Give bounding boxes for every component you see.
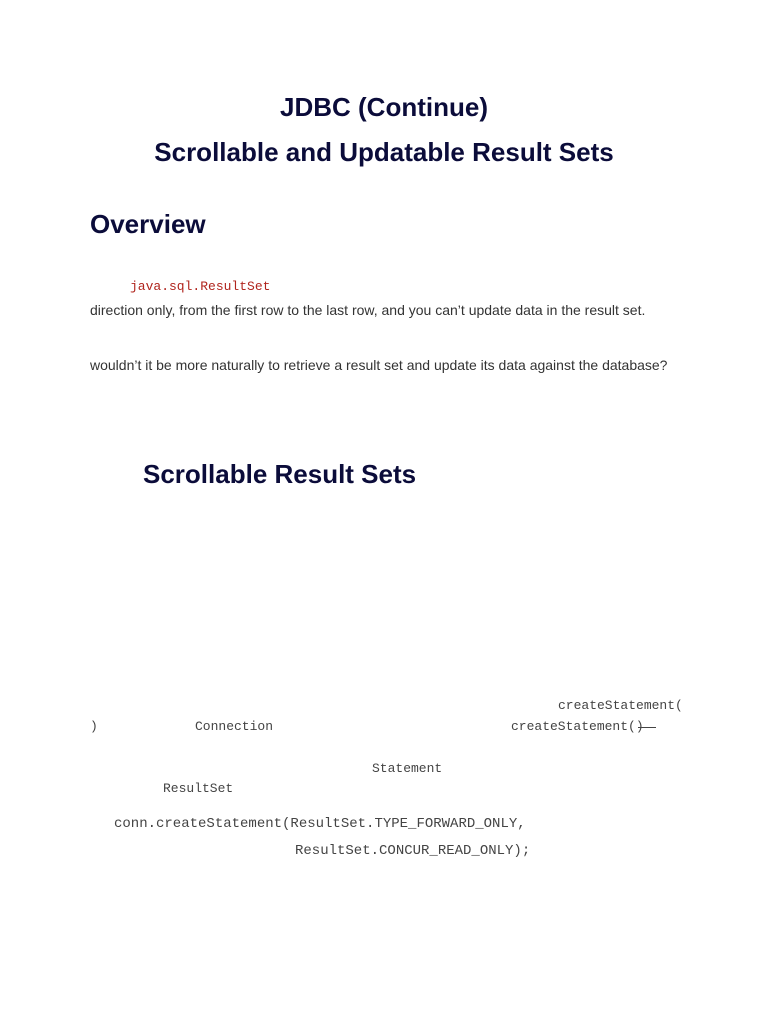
code-fragment-resultset: ResultSet <box>163 781 234 796</box>
code-fragment-close-paren: ) <box>90 719 98 734</box>
dash-divider <box>638 727 656 728</box>
overview-paragraph-line: direction only, from the first row to the last row, and you can’t update data in the result set. <box>90 302 646 318</box>
page-subtitle: Scrollable and Updatable Result Sets <box>154 137 614 167</box>
overview-paragraph-question: wouldn’t it be more naturally to retrieve a result set and update its data against the database? <box>90 357 668 373</box>
code-fragment-createstatement: createStatement( <box>558 698 683 713</box>
code-fragment-statement: Statement <box>372 761 443 776</box>
code-fragment-connection: Connection <box>195 719 274 734</box>
code-ref-resultset: java.sql.ResultSet <box>130 279 271 294</box>
section-heading-scrollable: Scrollable Result Sets <box>143 459 417 489</box>
code-line-create-statement: conn.createStatement(ResultSet.TYPE_FORWARD_ONLY, <box>114 816 526 832</box>
section-heading-overview: Overview <box>90 209 206 239</box>
code-line-concur-read-only: ResultSet.CONCUR_READ_ONLY); <box>295 843 531 859</box>
code-fragment-createstatement-call: createStatement() <box>511 719 644 734</box>
page-title: JDBC (Continue) <box>280 92 488 122</box>
